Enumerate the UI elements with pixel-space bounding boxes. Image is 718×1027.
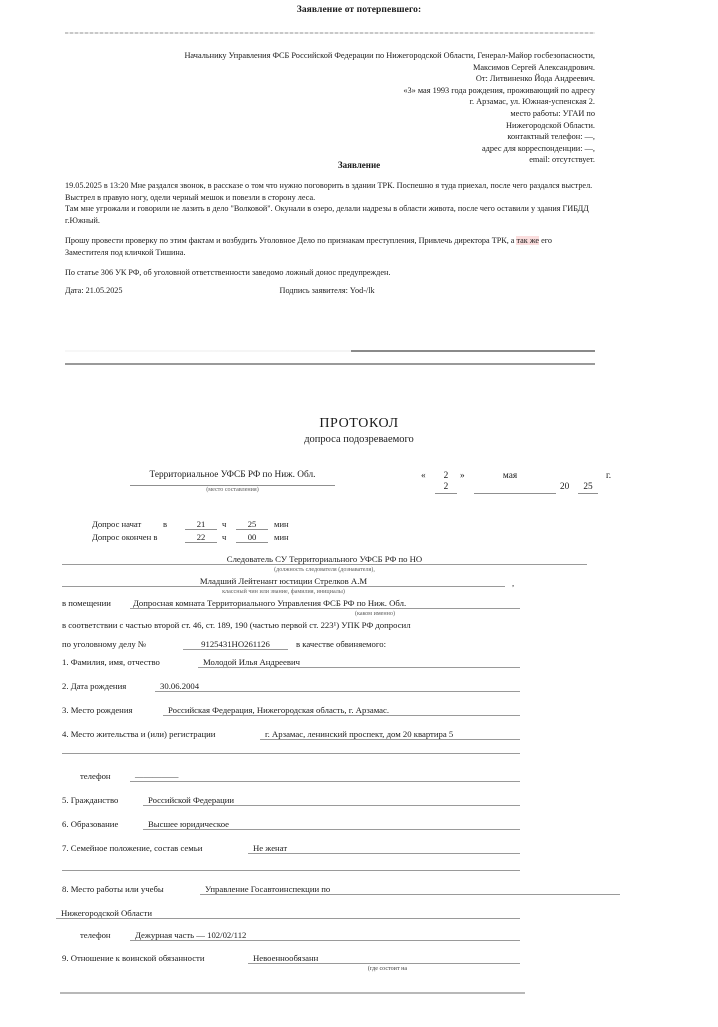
time-started-minutes: 25 (236, 519, 268, 530)
room-caption: (каком именно) (355, 611, 395, 617)
statement-paragraph-1b: Там мне угрожали и говорили не лазить в дело "Волковой". Окунали в озеро, делали надрезы в области живота, после чего оставили у здания ГИБДД г.Южный. (65, 204, 589, 225)
statement-body (65, 180, 595, 288)
protocol-date-year-mark: г. (606, 471, 612, 481)
statement-title: Заявление от потерпевшего: (296, 5, 422, 15)
time-finished-hours-unit: ч (222, 532, 227, 542)
time-started-hours: 21 (185, 519, 217, 530)
time-finished-label: Допрос окончен в (92, 532, 158, 542)
addressee-line: Нижегородской Области. (506, 120, 595, 130)
field-label-marital: 7. Семейное положение, состав семьи (62, 843, 203, 853)
statement-signature: Подпись заявителя: Yod-/lk (279, 286, 375, 295)
protocol-title: ПРОТОКОЛ (319, 416, 399, 431)
field-value-residence: г. Арзамас, ленинский проспект, дом 20 квартира 5 (260, 729, 520, 740)
investigator-post-value: Следователь СУ Территориального УФСБ РФ по НО (62, 554, 587, 565)
field-value-fio: Молодой Илья Андреевич (198, 657, 520, 668)
field-label-birthplace: 3. Место рождения (62, 705, 133, 715)
addressee-line: г. Арзамас, ул. Южная-успенская 2. (469, 97, 595, 107)
protocol-bottom-rule (60, 992, 525, 994)
protocol-bottom-caption: (где состоит на (367, 966, 408, 972)
statement-paragraph-3: По статье 306 УК РФ, об уголовной ответственности заведомо ложный донос предупрежден. (65, 268, 391, 277)
field-value-birthdate: 30.06.2004 (155, 681, 520, 692)
statement-paragraph-1a: 19.05.2025 в 13:20 Мне раздался звонок, в рассказе о том что нужно поговорить в здании ТРК. Поспешно я туда приехал, после чего раздался выстрел. Выстрел в правую ногу, одели черный мешок и повезли в сторону леса. (65, 181, 593, 202)
field-label-residence: 4. Место жительства и (или) регистрации (62, 729, 216, 739)
addressee-line: «3» мая 1993 года рождения, проживающий по адресу (403, 85, 595, 95)
time-finished-minutes: 00 (236, 532, 268, 543)
statement-paragraph-2-post: его Заместителя под кличкой Тишина. (65, 236, 552, 257)
protocol-date-month: мая (502, 471, 518, 481)
protocol-date-quote-close: » (460, 471, 465, 481)
protocol-date-year-prefix: 20 (560, 482, 570, 492)
investigator-post-caption: (должность следователя (дознавателя), (274, 567, 375, 573)
protocol-date-day-field: 2 (435, 482, 457, 494)
top-divider-rule (65, 32, 595, 34)
addressee-line: Максимов Сергей Александрович. (472, 62, 595, 72)
time-started-minutes-unit: мин (274, 519, 289, 529)
case-number-label: по уголовному делу № (62, 639, 147, 649)
section-divider-upper (65, 350, 595, 352)
accordance-line: в соответствии с частью второй ст. 46, ст. 189, 190 (частью первой ст. 223¹) УПК РФ допросил (62, 620, 411, 630)
addressee-line: адрес для корреспонденции: —, (481, 143, 595, 153)
time-finished-minutes-unit: мин (274, 532, 289, 542)
field-value-military: Невоеннообязанн (248, 953, 520, 964)
time-started-label: Допрос начат (92, 519, 142, 529)
field-value-workplace: Управление Госавтоинспекции по (200, 884, 620, 895)
time-started-hours-unit: ч (222, 519, 227, 529)
addressee-line: email: отсутствует. (529, 155, 595, 165)
addressee-line: От: Литвиненко Йода Андреевич. (475, 74, 595, 84)
field-label-phone-work: телефон (80, 930, 111, 940)
statement-addressee-block (95, 50, 595, 166)
statement-date: Дата: 21.05.2025 (65, 286, 123, 295)
statement-spellcheck-highlight: так же (516, 236, 540, 245)
case-number-value: 9125431НО261126 (183, 639, 288, 650)
time-finished-hours: 22 (185, 532, 217, 543)
field-value-workplace-continued: Нижегородской Области (56, 908, 520, 919)
field-value-education: Высшее юридическое (143, 819, 520, 830)
investigator-name-value: Младший Лейтенант юстиции Стрелков А.М (62, 576, 505, 587)
protocol-place-value: Территориальное УФСБ РФ по Ниж. Обл. (149, 470, 316, 480)
field-value-phone-work: Дежурная часть — 102/02/112 (130, 930, 520, 941)
case-number-suffix: в качестве обвиняемого: (296, 639, 387, 649)
investigator-name-comma: , (512, 578, 515, 588)
field-value-birthplace: Российская Федерация, Нижегородская область, г. Арзамас. (163, 705, 520, 716)
statement-paragraph-2 (65, 235, 595, 258)
field-label-military: 9. Отношение к воинской обязанности (62, 953, 205, 963)
protocol-place-caption: (место составления) (206, 487, 259, 493)
field-label-fio: 1. Фамилия, имя, отчество (62, 657, 160, 667)
investigator-name-caption: классный чин или звание, фамилия, инициалы) (222, 589, 345, 595)
addressee-line: место работы: УГАИ по (510, 108, 595, 118)
protocol-date-year-field: 25 (578, 482, 598, 494)
field-value-residence-continued (62, 753, 520, 754)
room-value: Допросная комната Территориального Управления ФСБ РФ по Ниж. Обл. (130, 598, 520, 609)
statement-signature-row (65, 286, 595, 295)
field-label-education: 6. Образование (62, 819, 119, 829)
field-value-marital-continued (62, 870, 520, 871)
statement-paragraph-2-pre: Прошу провести проверку по этим фактам и возбудить Уголовное Дело по признакам преступления, Привлечь директора ТРК, а (65, 236, 517, 245)
protocol-date-day-top: 2 (443, 471, 449, 481)
addressee-line: контактный телефон: —, (507, 132, 595, 142)
field-label-citizenship: 5. Гражданство (62, 795, 119, 805)
protocol-date-month-underline (474, 493, 556, 494)
field-label-birthdate: 2. Дата рождения (62, 681, 127, 691)
field-value-phone-home: ————— (130, 771, 520, 782)
field-label-phone-home: телефон (80, 771, 111, 781)
field-label-workplace: 8. Место работы или учебы (62, 884, 164, 894)
protocol-date-quote-open: « (421, 471, 426, 481)
addressee-line: Начальнику Управления ФСБ Российской Федерации по Нижегородской Области, Генерал-Майор госбезопасности, (184, 51, 595, 60)
room-label: в помещении (62, 598, 111, 608)
section-divider-lower (65, 363, 595, 365)
statement-heading: Заявление (337, 160, 381, 170)
field-value-marital: Не женат (248, 843, 520, 854)
field-value-citizenship: Российской Федерации (143, 795, 520, 806)
protocol-place-underline (130, 485, 335, 486)
time-started-in: в (163, 519, 168, 529)
protocol-subtitle: допроса подозреваемого (304, 434, 414, 445)
